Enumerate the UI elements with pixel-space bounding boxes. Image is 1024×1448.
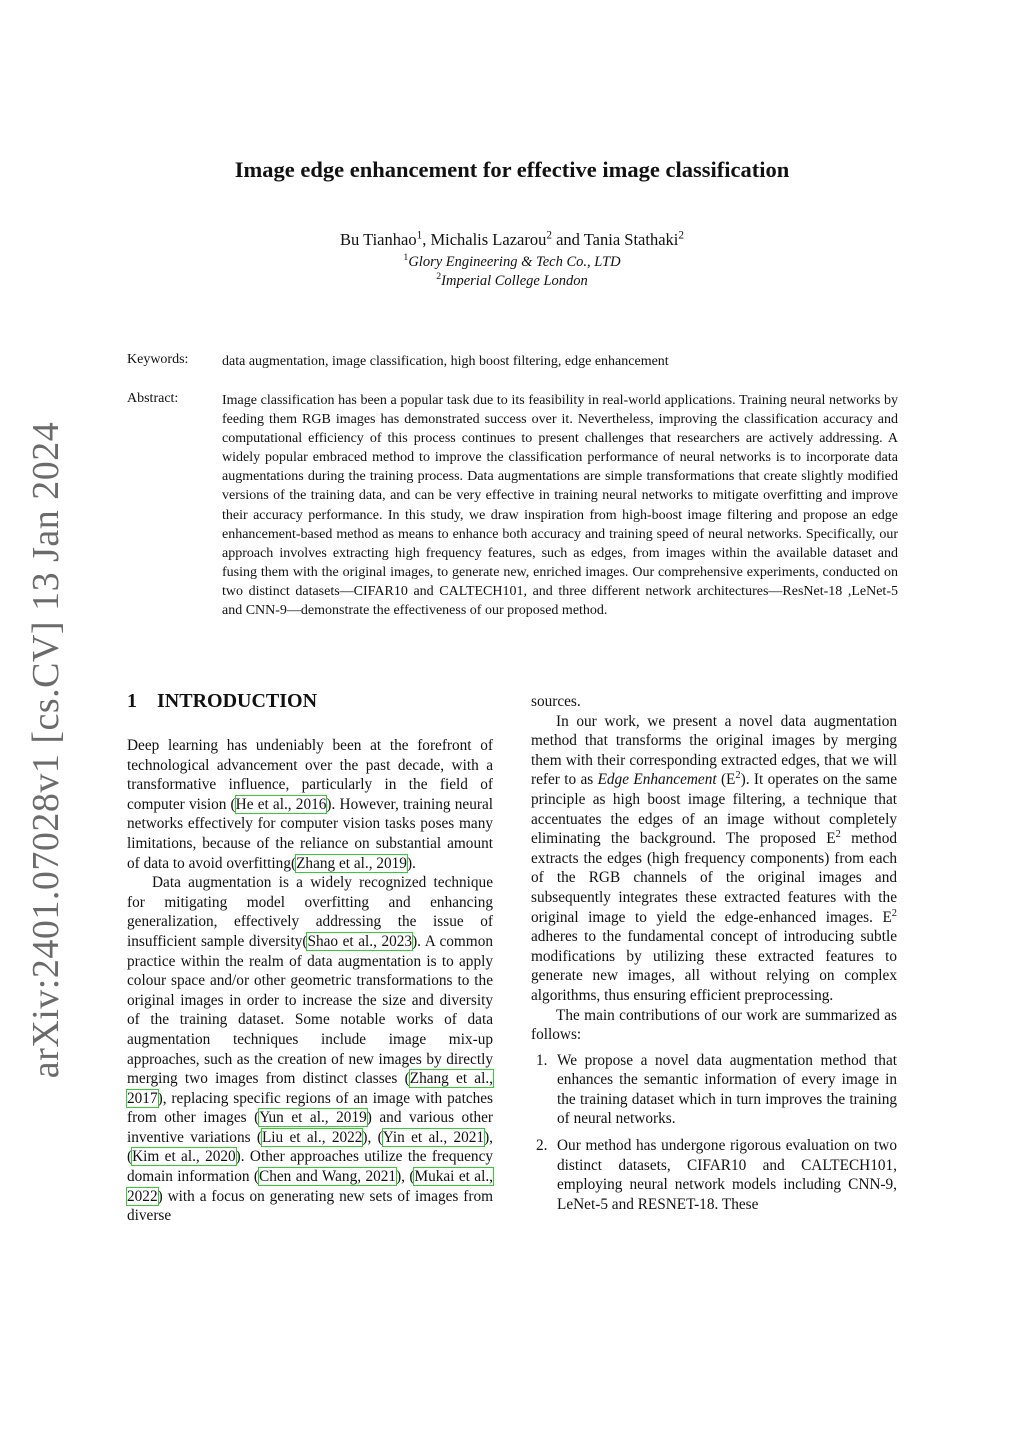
citation-link[interactable]: Zhang et al., 2019 — [296, 854, 407, 872]
body-text: ), replacing specific regions of an image with patches from other images ( — [127, 1089, 493, 1127]
superscript: 2 — [735, 770, 741, 782]
right-column — [531, 692, 897, 1221]
body-text: ). — [406, 854, 416, 872]
body-text: method extracts the edges (high frequency components) from each of the RGB channels of the original images and subsequently integrates these extracted features with the original image to yield the edge-enhanced images. E — [531, 830, 897, 926]
citation-link[interactable]: Yun et al., 2019 — [259, 1109, 367, 1127]
citation-link[interactable]: Zhang et al., 2017 — [127, 1070, 493, 1107]
author-affil-mark: 2 — [678, 229, 684, 242]
intro-paragraph-2 — [127, 873, 493, 1226]
citation-link[interactable]: Kim et al., 2020 — [132, 1148, 236, 1166]
list-item — [531, 1051, 897, 1129]
intro-paragraph-4: The main contributions of our work are summarized as follows: — [531, 1006, 897, 1044]
body-text: (E — [716, 771, 736, 789]
body-text: ). However, training neural networks effectively for computer vision tasks poses many limitations, because of the reliance on substantial amount of data to avoid overfitting( — [127, 795, 493, 872]
keywords-text: data augmentation, image classification, high boost filtering, edge enhancement — [222, 354, 669, 369]
keywords-label: Keywords: — [127, 352, 189, 367]
citation-link[interactable]: Mukai et al., 2022 — [127, 1168, 493, 1205]
body-text: ), ( — [396, 1168, 415, 1186]
body-text: Deep learning has undeniably been at the forefront of technological advancement over the past decade, with a transformative influence, particularly in the field of computer vision ( — [127, 737, 493, 813]
intro-paragraph-3 — [531, 712, 897, 1006]
author-affil-mark: 2 — [546, 229, 552, 242]
author-name: Tania Stathaki — [583, 230, 679, 249]
body-text: In our work, we present a novel data augmentation method that transforms the original images by merging them with their corresponding extracted edges, that we will refer to as — [531, 712, 897, 789]
author-list: Bu Tianhao$^1$, Michalis Lazarou$^2$ and Tania Stathaki$^2$ — [340, 229, 684, 249]
affiliation — [0, 273, 1024, 290]
superscript: 2 — [835, 829, 841, 841]
author-conjunction: and — [556, 230, 580, 249]
arxiv-sidebar — [20, 421, 72, 1079]
section-title: INTRODUCTION — [157, 690, 318, 712]
citation-link[interactable]: Yin et al., 2021 — [382, 1128, 485, 1146]
body-text: adheres to the fundamental concept of introducing subtle modifications by utilizing these extracted features to generate new images, all without relying on complex algorithms, thus ensuring efficient preprocessing. — [531, 928, 897, 1004]
list-item-text: Our method has undergone rigorous evaluation on two distinct datasets, CIFAR10 and CALTECH101, employing neural network models including CNN-9, LeNet-5 and RESNET-18. These — [557, 1137, 897, 1213]
citation-link[interactable]: Shao et al., 2023 — [307, 932, 413, 950]
affiliation-name: Imperial College London — [441, 273, 588, 289]
body-text: ) and various other inventive variations ( — [127, 1109, 493, 1146]
abstract-text: Image classification has been a popular task due to its feasibility in real-world applications. Training neural networks by feeding them RGB images has demonstrated success over it. Nevertheless, improving the classification accuracy and computational efficiency of this process continues to present challenges that researchers are actively addressing. A widely popular embraced method to improve the classification performance of neural networks is to incorporate data augmentations during the training process. Data augmentations are simple transformations that create slightly modified versions of the training data, and can be very effective in training neural networks to mitigate overfitting and improve their accuracy performance. In this study, we draw inspiration from high-boost image filtering and propose an edge enhancement-based method as means to enhance both accuracy and training speed of neural networks. Specifically, our approach involves extracting high frequency features, such as edges, from images within the available dataset and fusing them with the original images, to generate new, enriched images. Our comprehensive experiments, conducted on two distinct datasets—CIFAR10 and CALTECH101, and three different network architectures—ResNet-18 ,LeNet-5 and CNN-9—demonstrate the effectiveness of our proposed method. — [222, 393, 898, 619]
author-affil-mark: 1 — [416, 229, 423, 242]
method-name: Edge Enhancement — [597, 771, 717, 789]
body-text: Data augmentation is a widely recognized technique for mitigating model overfitting and enhancing generalization, effectively addressing the issue of insufficient sample diversity( — [127, 874, 493, 950]
affiliation-mark: 2 — [436, 271, 442, 283]
paper-title: Image edge enhancement for effective image classification — [234, 157, 790, 182]
affiliation-mark: 1 — [403, 252, 409, 264]
left-column — [127, 688, 493, 1226]
list-item-number: 1. — [536, 1051, 548, 1069]
body-text: ). Other approaches utilize the frequency domain information ( — [127, 1148, 494, 1186]
author-name: Bu Tianhao — [340, 230, 417, 249]
author-name: Michalis Lazarou — [430, 230, 547, 249]
section-heading — [127, 688, 493, 714]
intro-paragraph-1 — [127, 736, 493, 873]
affiliation — [0, 254, 1024, 271]
citation-link[interactable]: Liu et al., 2022 — [261, 1128, 363, 1146]
superscript: 2 — [891, 907, 897, 919]
citation-link[interactable]: Chen and Wang, 2021 — [259, 1168, 397, 1186]
abstract-label: Abstract: — [127, 391, 179, 406]
citation-link[interactable]: He et al., 2016 — [235, 795, 327, 813]
section-number: 1 — [127, 690, 137, 712]
arxiv-identifier: arXiv:2401.07028v1 [cs.CV] 13 Jan 2024 — [25, 421, 68, 1079]
body-text: ), ( — [127, 1128, 493, 1166]
contributions-list — [531, 1051, 897, 1215]
body-text: ) with a focus on generating new sets of images from diverse — [127, 1187, 493, 1225]
intro-paragraph-2-continued: sources. — [531, 693, 581, 710]
list-item-text: We propose a novel data augmentation method that enhances the semantic information of every image in the training dataset which in turn improves the training of neural networks. — [557, 1051, 897, 1128]
body-text: ), ( — [362, 1128, 383, 1146]
list-item-number: 2. — [536, 1137, 548, 1155]
affiliation-name: Glory Engineering & Tech Co., LTD — [408, 254, 621, 270]
list-item — [531, 1136, 897, 1214]
body-text: ). It operates on the same principle as high boost image filtering, a technique that accentuates the edges of an image without completely eliminating the background. The proposed E — [531, 771, 898, 848]
body-text: ). A common practice within the realm of data augmentation is to apply colour space and/or other geometric transformations to the original images in order to increase the size and diversity of the training dataset. Some notable works of data augmentation techniques include image mix-up approaches, such as the creation of new images by directly merging two images from distinct classes ( — [127, 932, 493, 1088]
